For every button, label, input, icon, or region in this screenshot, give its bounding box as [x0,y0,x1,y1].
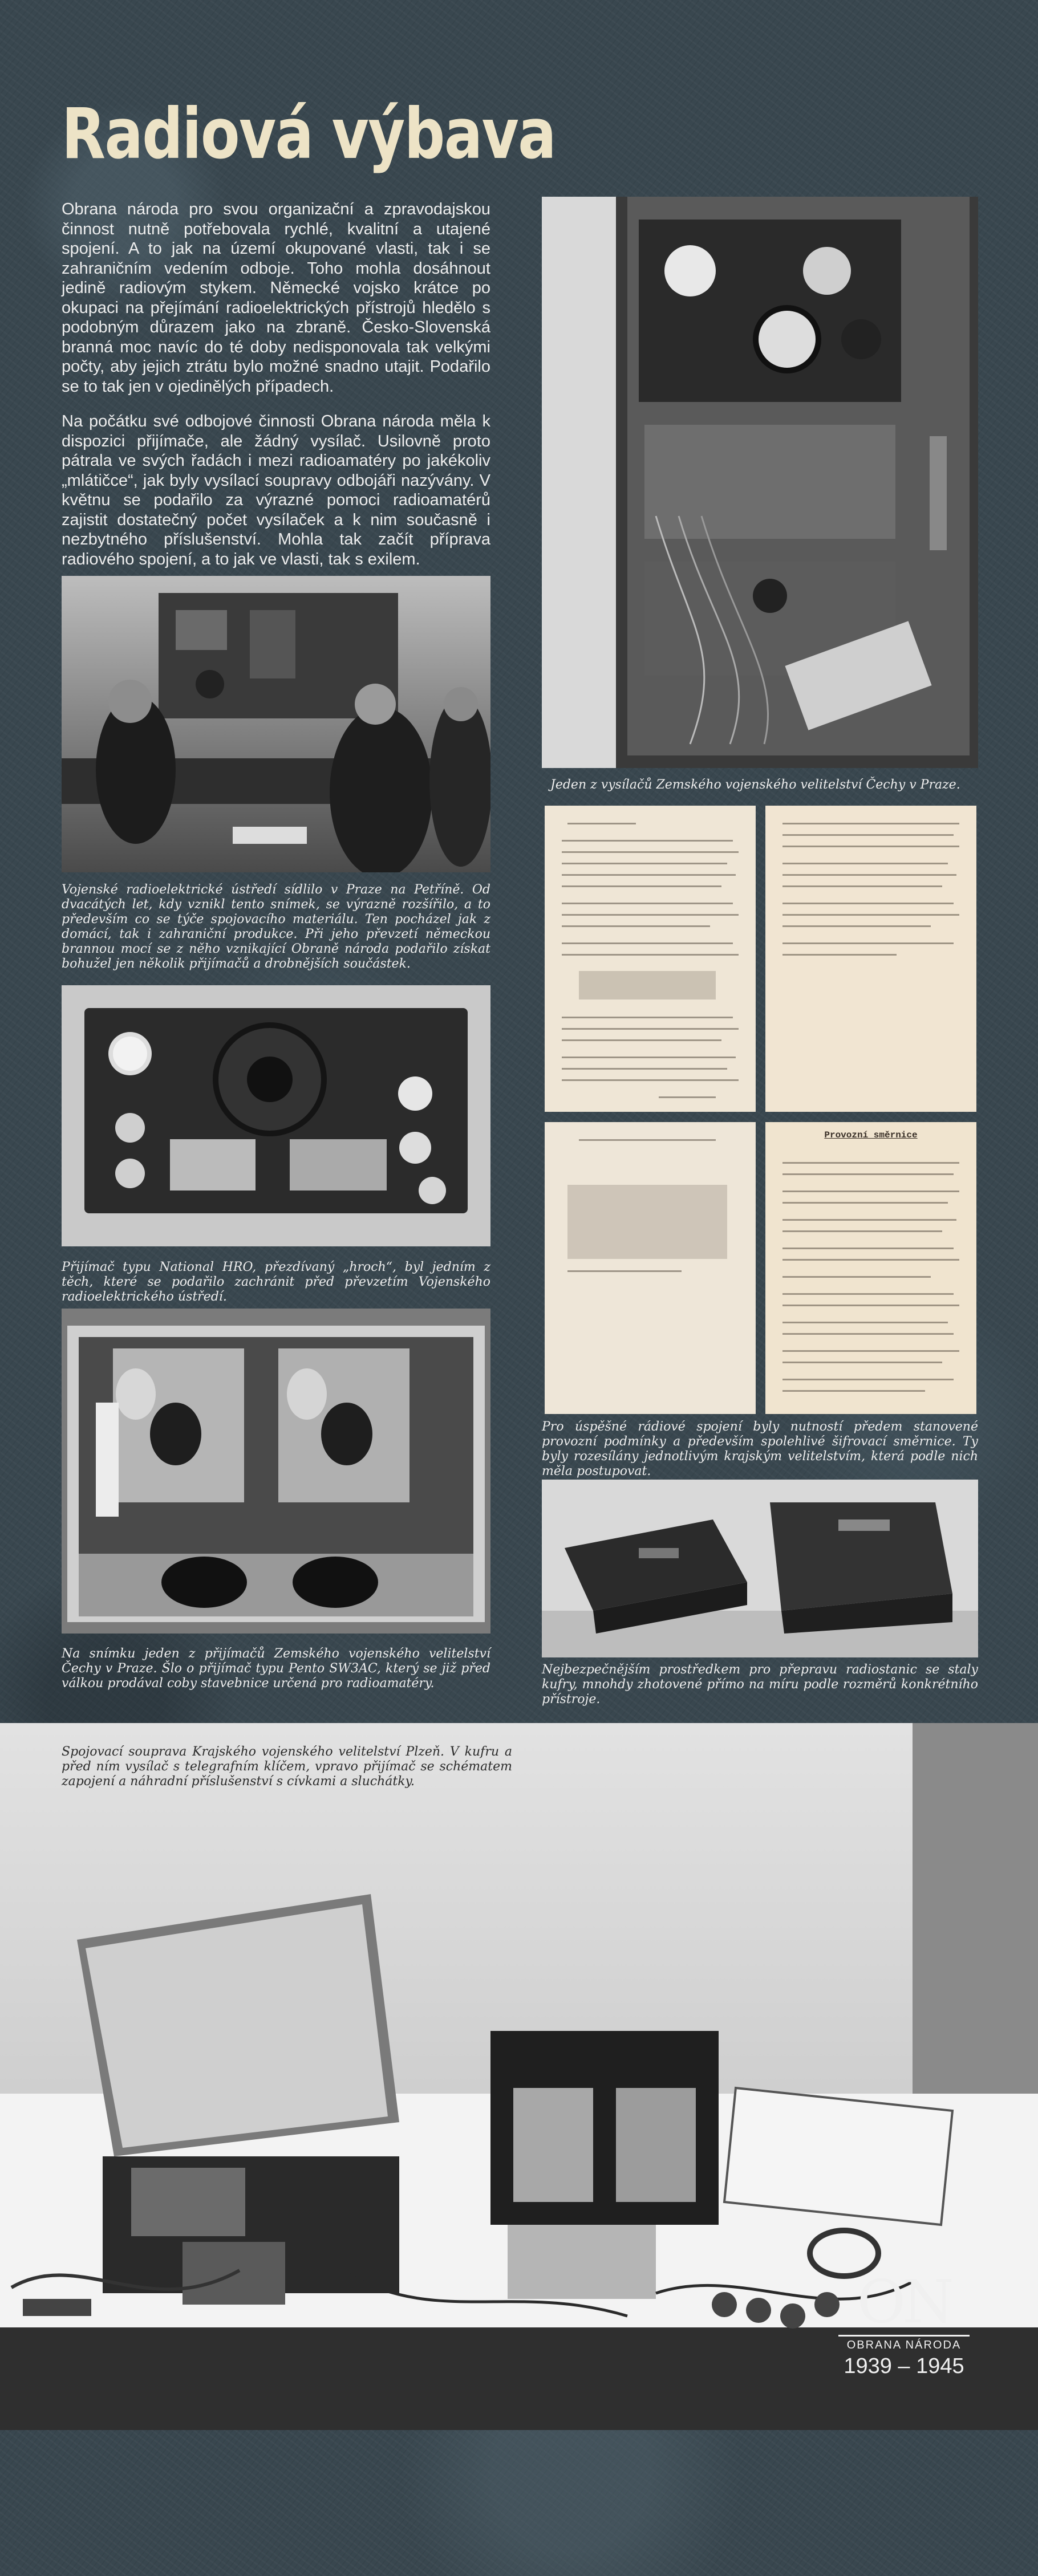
caption-documents: Pro úspěšné rádiové spojení byly nutností předem stanovené provozní podmínky a především spolehlivé šifrovací směrnice. Ty byly rozesílány jednotlivým krajským velitelstvím, která podle nich měla postupovat. [542,1420,978,1478]
logo-years: 1939 – 1945 [844,2354,964,2378]
document-page-1 [545,806,756,1112]
document-page-3 [545,1122,756,1414]
photo-pento-sw3ac-receiver [62,1309,490,1634]
caption-petrin: Vojenské radioelektrické ústředí sídlilo v Praze na Petříně. Od dvacátých let, kdy vznikl tento snímek, se výrazně rozšířilo, a to především co se týče spojovacího materiálu. Ten pocházel jak z domácí, tak i zahraniční produkce. Při jeho převzetí německou brannou mocí se z něho vznikající Obraně národa podařilo získat bohužel jen několik přijímačů a drobnějších součástek. [62,883,490,971]
document-page-4 [765,1122,976,1414]
obrana-naroda-logo [838,2267,970,2379]
caption-pento: Na snímku jeden z přijímačů Zemského vojenského velitelství Čechy v Praze. Šlo o přijímač typu Pento SW3AC, který se již před válkou prodával coby stavebnice určená pro radioamatéry. [62,1647,490,1691]
photo-national-hro-receiver [62,985,490,1246]
caption-plzen: Spojovací souprava Krajského vojenského velitelství Plzeň. V kufru a před ním vysílač s telegrafním klíčem, vpravo přijímač se schématem zapojení a náhradní příslušenství s cívkami a sluchátky. [62,1745,512,1789]
photo-transmitter-cabinet [542,197,978,768]
page-title: Radiová výbava [62,94,556,174]
document-page-2 [765,806,976,1112]
intro-paragraph-2: Na počátku své odbojové činnosti Obrana národa měla k dispozici přijímače, ale žádný vysílač. Usilovně proto pátrala ve svých řadách i mezi radioamatéry po jakékoliv „mlátičce“, jak byly vysílací soupravy odbojáři nazývány. V květnu se podařilo za výrazné pomoci radioamatérů zajistit dostatečný počet vysílaček a k nim současně i nezbytného příslušenství. Mohla tak začít příprava radiového spojení, a to jak ve vlasti, tak s exilem. [62,412,490,568]
photo-petrin-radio-center [62,576,490,872]
caption-suitcases: Nejbezpečnějším prostředkem pro přepravu radiostanic se staly kufry, mnohdy zhotovené přímo na míru podle rozměrů konkrétního přístroje. [542,1663,978,1707]
logo-mark: ON [857,2267,951,2337]
logo-org-name: OBRANA NÁRODA [838,2335,970,2352]
caption-transmitter: Jeden z vysílačů Zemského vojenského velitelství Čechy v Praze. [550,778,960,792]
document-heading: Provozní směrnice [824,1130,918,1140]
photo-transport-suitcases [542,1480,978,1657]
intro-paragraph-1: Obrana národa pro svou organizační a zpravodajskou činnost nutně potřebovala rychlé, kvalitní a utajené spojení. A to jak na území okupované vlasti, tak i se zahraničním vedením odboje. Toho mohla dosáhnout jedině radiovým stykem. Německé vojsko krátce po okupaci na přejímání radioelektrických přístrojů hledělo s podobným důrazem jako na zbraně. Česko-Slovenská branná moc navíc do té doby nedisponovala tak velkými počty, aby jejich ztrátu bylo možné snadno utajit. Podařilo se to tak jen v ojedinělých případech. [62,200,490,396]
caption-hro: Přijímač typu National HRO, přezdívaný „hroch“, byl jedním z těch, které se podařilo zachránit před převzetím Vojenského radioelektrického ústředí. [62,1260,490,1304]
